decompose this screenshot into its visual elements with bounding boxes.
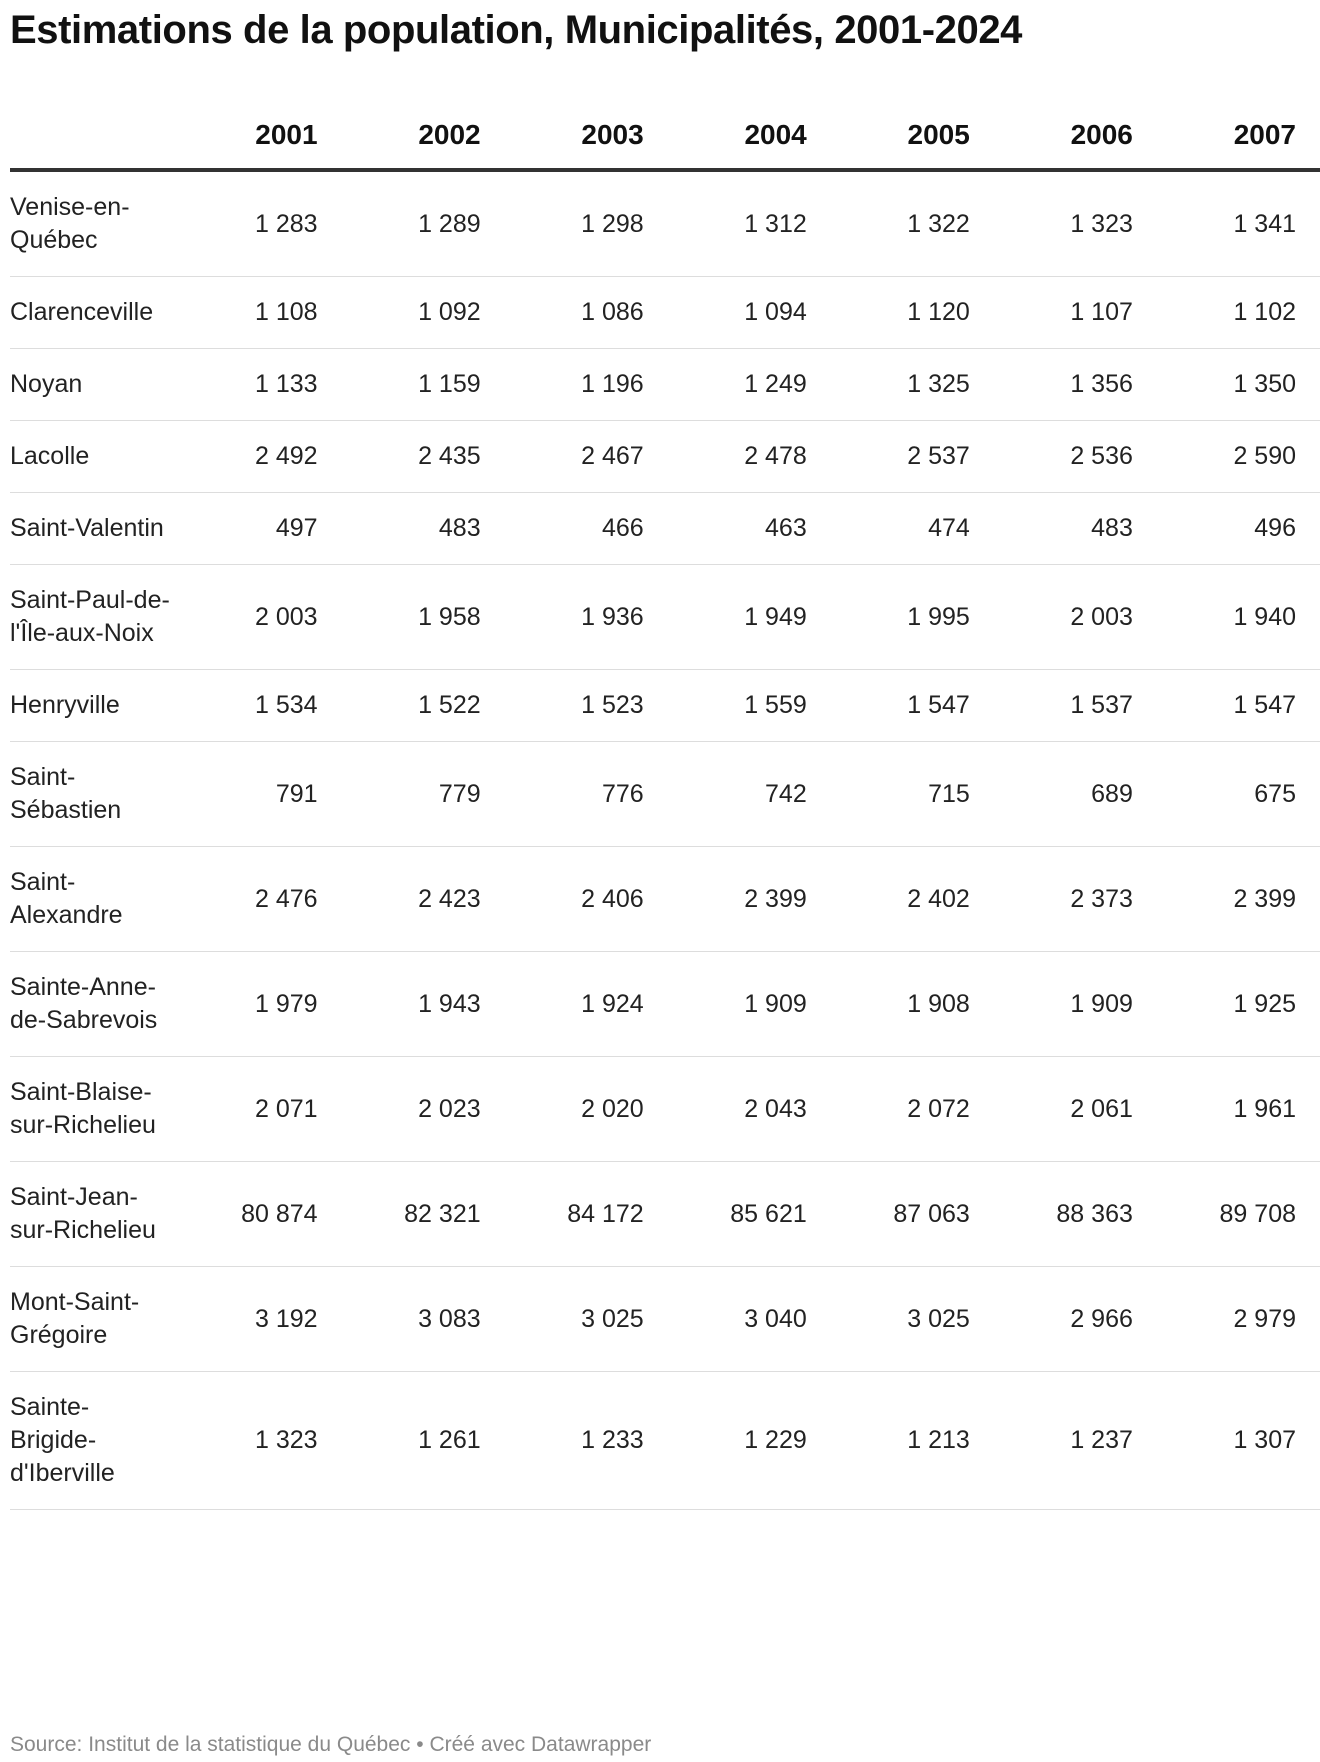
table-row bbox=[10, 847, 1320, 952]
population-value: 1 350 bbox=[1157, 349, 1320, 421]
population-value: 1 559 bbox=[668, 670, 831, 742]
column-header-year: 2004 bbox=[668, 100, 831, 170]
population-value: 2 373 bbox=[994, 847, 1157, 952]
population-value: 2 492 bbox=[179, 421, 342, 493]
population-value: 779 bbox=[342, 742, 505, 847]
population-value: 1 092 bbox=[342, 277, 505, 349]
population-value: 3 025 bbox=[505, 1267, 668, 1372]
population-value: 1 298 bbox=[505, 170, 668, 277]
population-value: 1 229 bbox=[668, 1372, 831, 1510]
column-header-name bbox=[10, 100, 179, 170]
footer-separator: • bbox=[416, 1733, 424, 1756]
population-value: 2 402 bbox=[831, 847, 994, 952]
population-value: 1 943 bbox=[342, 952, 505, 1057]
population-value: 1 107 bbox=[994, 277, 1157, 349]
municipality-name: Saint-Sébastien bbox=[10, 742, 179, 847]
population-value: 1 547 bbox=[831, 670, 994, 742]
population-value: 3 192 bbox=[179, 1267, 342, 1372]
population-value: 1 961 bbox=[1157, 1057, 1320, 1162]
table-row bbox=[10, 170, 1320, 277]
population-value: 1 356 bbox=[994, 349, 1157, 421]
population-value: 2 979 bbox=[1157, 1267, 1320, 1372]
population-value: 1 323 bbox=[994, 170, 1157, 277]
table-row bbox=[10, 1162, 1320, 1267]
source-label: Source: bbox=[10, 1733, 83, 1756]
table-row bbox=[10, 952, 1320, 1057]
population-value: 1 102 bbox=[1157, 277, 1320, 349]
population-value: 2 399 bbox=[1157, 847, 1320, 952]
population-value: 1 086 bbox=[505, 277, 668, 349]
population-value: 483 bbox=[994, 493, 1157, 565]
population-value: 1 522 bbox=[342, 670, 505, 742]
population-value: 2 467 bbox=[505, 421, 668, 493]
population-value: 1 537 bbox=[994, 670, 1157, 742]
population-value: 742 bbox=[668, 742, 831, 847]
population-value: 1 322 bbox=[831, 170, 994, 277]
population-value: 776 bbox=[505, 742, 668, 847]
population-value: 2 399 bbox=[668, 847, 831, 952]
population-value: 2 023 bbox=[342, 1057, 505, 1162]
column-header-year: 2007 bbox=[1157, 100, 1320, 170]
population-value: 1 213 bbox=[831, 1372, 994, 1510]
table-row bbox=[10, 421, 1320, 493]
population-value: 89 708 bbox=[1157, 1162, 1320, 1267]
population-value: 715 bbox=[831, 742, 994, 847]
population-value: 3 025 bbox=[831, 1267, 994, 1372]
municipality-name: Saint-Paul-de-l'Île-aux-Noix bbox=[10, 565, 179, 670]
population-value: 1 341 bbox=[1157, 170, 1320, 277]
municipality-name: Saint-Jean-sur-Richelieu bbox=[10, 1162, 179, 1267]
population-value: 82 321 bbox=[342, 1162, 505, 1267]
population-value: 1 909 bbox=[994, 952, 1157, 1057]
population-value: 466 bbox=[505, 493, 668, 565]
municipality-name: Sainte-Brigide-d'Iberville bbox=[10, 1372, 179, 1510]
data-table-container[interactable] bbox=[10, 100, 1296, 1510]
table-row bbox=[10, 742, 1320, 847]
table-row bbox=[10, 670, 1320, 742]
population-value: 1 312 bbox=[668, 170, 831, 277]
population-value: 1 094 bbox=[668, 277, 831, 349]
population-value: 463 bbox=[668, 493, 831, 565]
population-value: 1 523 bbox=[505, 670, 668, 742]
population-value: 1 325 bbox=[831, 349, 994, 421]
municipality-name: Sainte-Anne-de-Sabrevois bbox=[10, 952, 179, 1057]
population-value: 1 133 bbox=[179, 349, 342, 421]
column-header-year: 2006 bbox=[994, 100, 1157, 170]
population-value: 791 bbox=[179, 742, 342, 847]
population-value: 2 072 bbox=[831, 1057, 994, 1162]
column-header-year: 2003 bbox=[505, 100, 668, 170]
column-header-year: 2005 bbox=[831, 100, 994, 170]
chart-footer bbox=[10, 1733, 651, 1757]
column-header-year: 2002 bbox=[342, 100, 505, 170]
population-value: 88 363 bbox=[994, 1162, 1157, 1267]
population-value: 1 323 bbox=[179, 1372, 342, 1510]
population-value: 1 108 bbox=[179, 277, 342, 349]
population-value: 2 423 bbox=[342, 847, 505, 952]
municipality-name: Clarenceville bbox=[10, 277, 179, 349]
population-value: 496 bbox=[1157, 493, 1320, 565]
population-value: 1 940 bbox=[1157, 565, 1320, 670]
table-row bbox=[10, 349, 1320, 421]
population-value: 84 172 bbox=[505, 1162, 668, 1267]
municipality-name: Saint-Blaise-sur-Richelieu bbox=[10, 1057, 179, 1162]
population-value: 483 bbox=[342, 493, 505, 565]
table-row bbox=[10, 1057, 1320, 1162]
population-value: 1 908 bbox=[831, 952, 994, 1057]
source-text: Institut de la statistique du Québec bbox=[88, 1733, 411, 1756]
population-value: 87 063 bbox=[831, 1162, 994, 1267]
population-value: 1 547 bbox=[1157, 670, 1320, 742]
population-value: 1 924 bbox=[505, 952, 668, 1057]
population-value: 1 979 bbox=[179, 952, 342, 1057]
table-row bbox=[10, 565, 1320, 670]
population-value: 2 435 bbox=[342, 421, 505, 493]
population-value: 2 020 bbox=[505, 1057, 668, 1162]
column-header-year: 2001 bbox=[179, 100, 342, 170]
population-value: 1 120 bbox=[831, 277, 994, 349]
population-value: 675 bbox=[1157, 742, 1320, 847]
population-value: 3 083 bbox=[342, 1267, 505, 1372]
municipality-name: Lacolle bbox=[10, 421, 179, 493]
municipality-name: Henryville bbox=[10, 670, 179, 742]
population-value: 497 bbox=[179, 493, 342, 565]
population-value: 2 537 bbox=[831, 421, 994, 493]
table-row bbox=[10, 493, 1320, 565]
municipality-name: Saint-Alexandre bbox=[10, 847, 179, 952]
population-value: 1 909 bbox=[668, 952, 831, 1057]
population-value: 2 590 bbox=[1157, 421, 1320, 493]
population-value: 2 071 bbox=[179, 1057, 342, 1162]
population-value: 1 196 bbox=[505, 349, 668, 421]
population-value: 474 bbox=[831, 493, 994, 565]
population-value: 1 233 bbox=[505, 1372, 668, 1510]
population-value: 1 949 bbox=[668, 565, 831, 670]
population-value: 1 925 bbox=[1157, 952, 1320, 1057]
population-value: 2 003 bbox=[179, 565, 342, 670]
municipality-name: Saint-Valentin bbox=[10, 493, 179, 565]
population-value: 2 536 bbox=[994, 421, 1157, 493]
population-value: 1 237 bbox=[994, 1372, 1157, 1510]
population-value: 2 003 bbox=[994, 565, 1157, 670]
population-value: 1 159 bbox=[342, 349, 505, 421]
population-value: 1 958 bbox=[342, 565, 505, 670]
table-row bbox=[10, 1267, 1320, 1372]
municipality-name: Mont-Saint-Grégoire bbox=[10, 1267, 179, 1372]
table-row bbox=[10, 1372, 1320, 1510]
population-value: 1 534 bbox=[179, 670, 342, 742]
table-row bbox=[10, 277, 1320, 349]
population-value: 2 478 bbox=[668, 421, 831, 493]
population-value: 2 966 bbox=[994, 1267, 1157, 1372]
table-header-row bbox=[10, 100, 1320, 170]
population-value: 85 621 bbox=[668, 1162, 831, 1267]
chart-title: Estimations de la population, Municipalités, 2001-2024 bbox=[10, 8, 1023, 52]
population-table bbox=[10, 100, 1320, 1510]
population-value: 2 406 bbox=[505, 847, 668, 952]
population-value: 3 040 bbox=[668, 1267, 831, 1372]
population-value: 1 289 bbox=[342, 170, 505, 277]
population-value: 2 476 bbox=[179, 847, 342, 952]
population-value: 1 249 bbox=[668, 349, 831, 421]
municipality-name: Venise-en-Québec bbox=[10, 170, 179, 277]
population-value: 1 283 bbox=[179, 170, 342, 277]
population-value: 1 995 bbox=[831, 565, 994, 670]
population-value: 1 936 bbox=[505, 565, 668, 670]
population-value: 2 061 bbox=[994, 1057, 1157, 1162]
population-value: 689 bbox=[994, 742, 1157, 847]
municipality-name: Noyan bbox=[10, 349, 179, 421]
population-value: 1 261 bbox=[342, 1372, 505, 1510]
population-value: 80 874 bbox=[179, 1162, 342, 1267]
credit-text: Créé avec Datawrapper bbox=[429, 1733, 652, 1756]
population-value: 2 043 bbox=[668, 1057, 831, 1162]
population-value: 1 307 bbox=[1157, 1372, 1320, 1510]
table-body bbox=[10, 170, 1320, 1510]
